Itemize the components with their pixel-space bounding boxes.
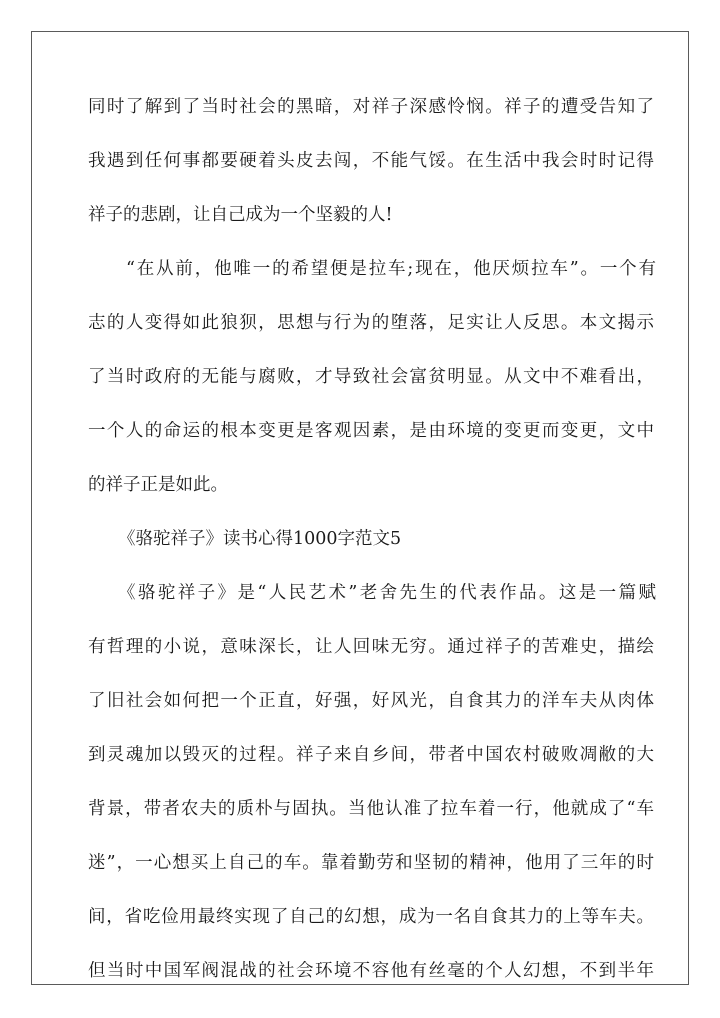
paragraph-3-line-8: 但当时中国军阀混战的社会环境不容他有丝毫的个人幻想，不到半年 [88, 961, 654, 981]
paragraph-3-line-3: 了旧社会如何把一个正直，好强，好风光，自食其力的洋车夫从肉体 [88, 691, 654, 711]
paragraph-3-line-5: 背景，带者农夫的质朴与固执。当他认准了拉车着一行，他就成了“车 [88, 799, 654, 819]
paragraph-3-line-4: 到灵魂加以毁灭的过程。祥子来自乡间，带者中国农村破败凋敝的大 [88, 745, 654, 765]
paragraph-2-line-2: 志的人变得如此狼狈，思想与行为的堕落，足实让人反思。本文揭示 [88, 313, 654, 333]
paragraph-2-line-4: 一个人的命运的根本变更是客观因素，是由环境的变更而变更，文中 [88, 421, 654, 441]
paragraph-2-line-1: “在从前，他唯一的希望便是拉车;现在，他厌烦拉车”。一个有 [126, 259, 656, 279]
paragraph-3-line-7: 间，省吃俭用最终实现了自己的幻想，成为一名自食其力的上等车夫。 [88, 907, 654, 927]
paragraph-1-line-1: 同时了解到了当时社会的黑暗，对祥子深感怜悯。祥子的遭受告知了 [88, 97, 654, 117]
paragraph-1-line-2: 我遇到任何事都要硬着头皮去闯，不能气馁。在生活中我会时时记得 [88, 151, 654, 171]
paragraph-1-line-3: 祥子的悲剧，让自己成为一个坚毅的人! [88, 205, 393, 225]
paragraph-3-line-6: 迷”，一心想买上自己的车。靠着勤劳和坚韧的精神，他用了三年的时 [88, 853, 654, 873]
paragraph-3-line-2: 有哲理的小说，意味深长，让人回味无穷。通过祥子的苦难史，描绘 [88, 637, 654, 657]
paragraph-2-line-5: 的祥子正是如此。 [88, 475, 228, 495]
section-heading: 《骆驼祥子》读书心得1000字范文5 [118, 529, 402, 549]
paragraph-2-line-3: 了当时政府的无能与腐败，才导致社会富贫明显。从文中不难看出， [88, 367, 654, 387]
paragraph-3-line-1: 《骆驼祥子》是“人民艺术”老舍先生的代表作品。这是一篇赋 [118, 583, 656, 603]
